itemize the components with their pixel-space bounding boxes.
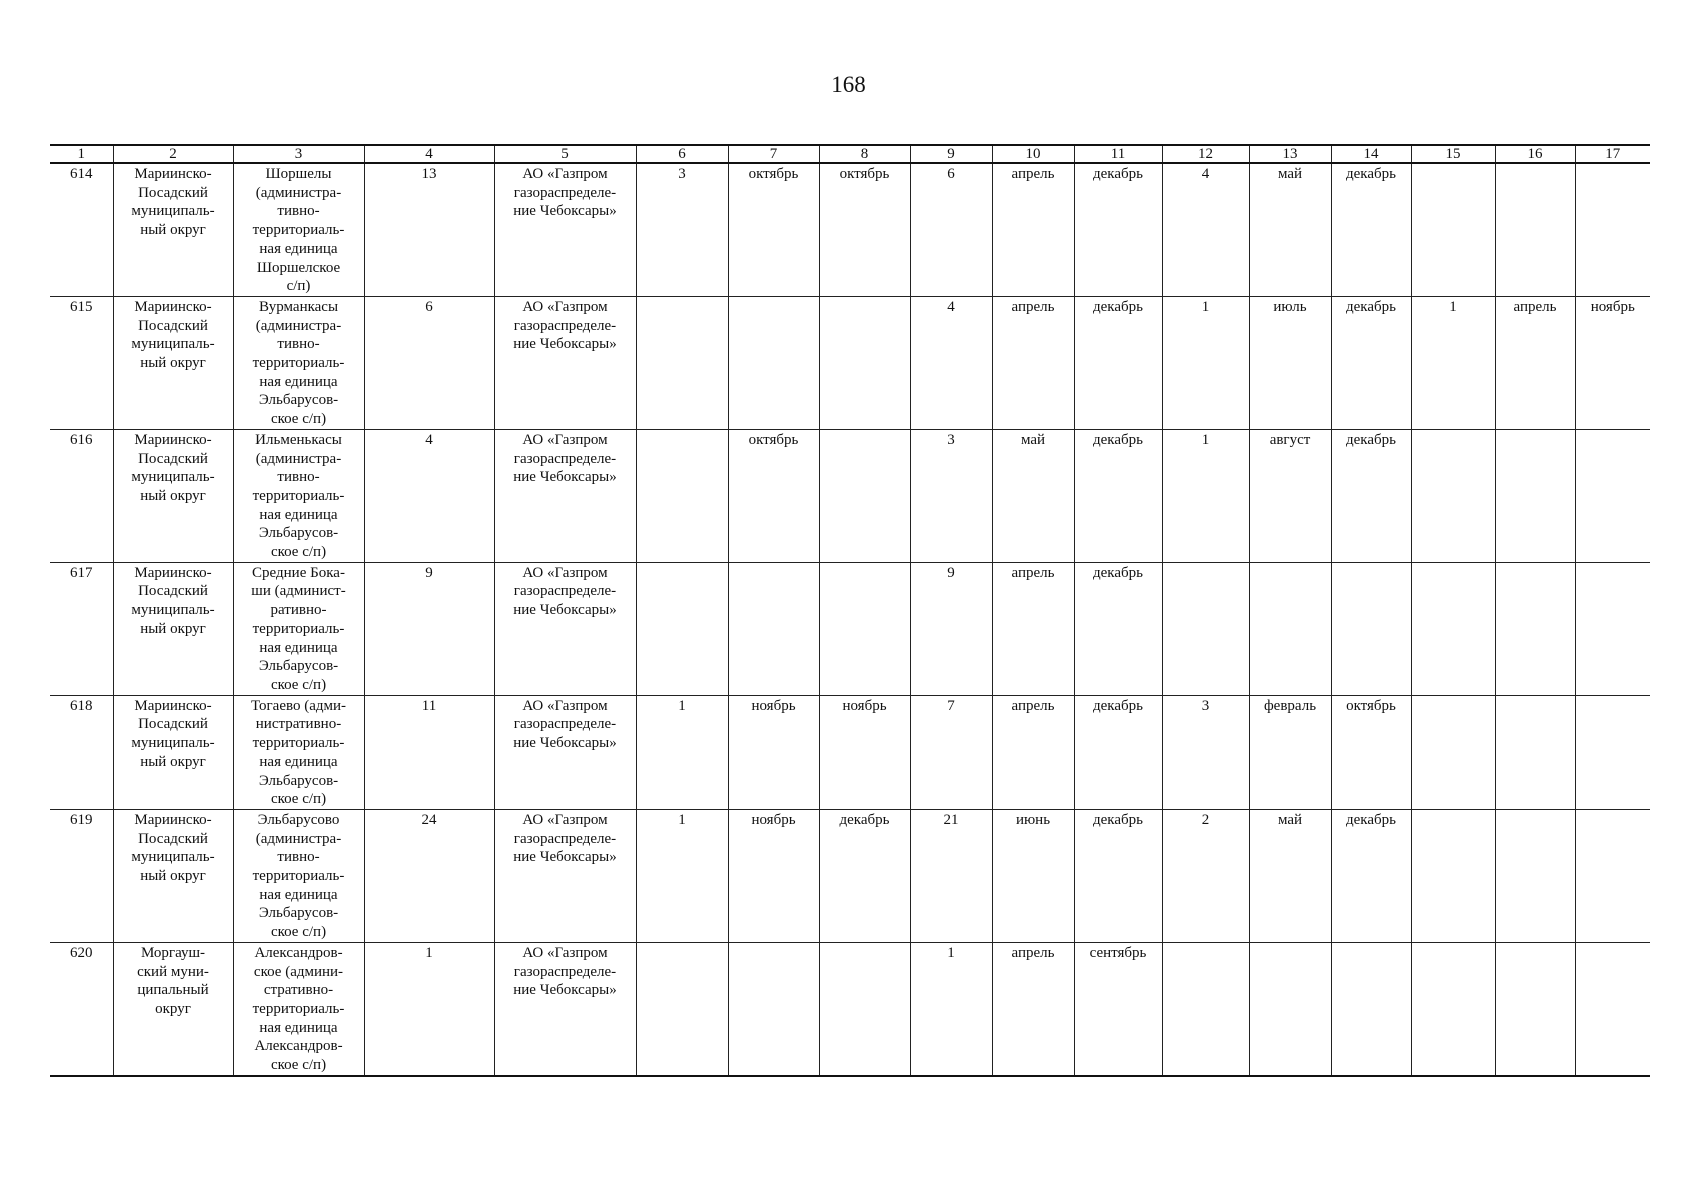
table-cell-col-3: [233, 695, 364, 809]
cell-text: декабрь: [1093, 431, 1143, 448]
table-cell-col-8: [819, 942, 910, 1075]
cell-text: 1: [678, 811, 686, 828]
table-cell-col-4: [364, 296, 494, 429]
table-cell-col-5: [494, 163, 636, 296]
table-cell-col-5: [494, 562, 636, 695]
table-row: [50, 695, 1650, 809]
table-cell-col-10: [992, 695, 1074, 809]
cell-text: Мариинско- Посадский муниципаль- ный округ: [131, 298, 215, 372]
table-cell-col-6: [636, 695, 728, 809]
table-cell-col-7: [728, 809, 819, 942]
table-cell-col-16: [1495, 296, 1575, 429]
table-cell-col-12: [1162, 942, 1249, 1075]
table-cell-col-14: [1331, 695, 1411, 809]
data-table: [50, 144, 1650, 1077]
table-cell-col-3: [233, 296, 364, 429]
table-cell-col-13: [1249, 429, 1331, 562]
page-number: 168: [831, 72, 866, 97]
cell-text: 9: [425, 564, 433, 581]
table-cell-col-14: [1331, 942, 1411, 1075]
table-cell-col-7: [728, 296, 819, 429]
table-cell-col-12: [1162, 809, 1249, 942]
cell-text: июнь: [1015, 811, 1051, 828]
table-cell-col-14: [1331, 429, 1411, 562]
table-cell-col-17: [1575, 942, 1650, 1075]
table-cell-col-13: [1249, 695, 1331, 809]
table-cell-col-4: [364, 695, 494, 809]
table-cell-col-15: [1411, 809, 1495, 942]
table-row: [50, 163, 1650, 296]
cell-text: май: [1277, 811, 1303, 828]
table-row: [50, 296, 1650, 429]
table-cell-col-8: [819, 809, 910, 942]
cell-text: АО «Газпром газораспределе- ние Чебоксары»: [513, 564, 617, 619]
table-cell-col-15: [1411, 296, 1495, 429]
table-cell-col-5: [494, 296, 636, 429]
cell-text: Эльбарусово (администра- тивно- территориаль- ная единица Эльбарусов- ское с/п): [252, 811, 345, 941]
table-cell-col-16: [1495, 163, 1575, 296]
table-cell-col-1: [50, 695, 113, 809]
cell-text: апрель: [1011, 697, 1055, 714]
table-cell-col-6: [636, 296, 728, 429]
table-cell-col-13: [1249, 296, 1331, 429]
table-cell-col-1: [50, 429, 113, 562]
cell-text: 1: [425, 944, 433, 961]
table-cell-col-9: [910, 296, 992, 429]
cell-text: 3: [1201, 697, 1210, 714]
table-cell-col-8: [819, 562, 910, 695]
cell-text: Мариинско- Посадский муниципаль- ный округ: [131, 697, 215, 770]
table-cell-col-13: [1249, 562, 1331, 695]
cell-text: декабрь: [1093, 697, 1143, 714]
table-row: [50, 429, 1650, 562]
cell-text: Шоршелы (администра- тивно- территориаль- ная единица Шоршелское с/п): [252, 166, 345, 295]
cell-text: Мариинско- Посадский муниципаль- ный округ: [131, 564, 215, 637]
cell-text: апрель: [1011, 166, 1055, 182]
cell-text: декабрь: [1093, 811, 1143, 828]
cell-text: 617: [70, 564, 93, 581]
table-cell-col-14: [1331, 562, 1411, 695]
table-cell-col-9: [910, 809, 992, 942]
table-cell-col-17: [1575, 562, 1650, 695]
cell-text: Средние Бока- ши (админист- ративно- территориаль- ная единица Эльбарусов- ское с/п): [251, 564, 346, 693]
table-cell-col-5: [494, 695, 636, 809]
cell-text: декабрь: [1346, 298, 1396, 315]
table-cell-col-17: [1575, 296, 1650, 429]
column-header: 11: [1074, 145, 1162, 163]
table-cell-col-12: [1162, 695, 1249, 809]
cell-text: декабрь: [839, 811, 890, 828]
table-cell-col-9: [910, 695, 992, 809]
table-cell-col-15: [1411, 163, 1495, 296]
table-cell-col-6: [636, 942, 728, 1075]
table-cell-col-4: [364, 163, 494, 296]
cell-text: АО «Газпром газораспределе- ние Чебоксары»: [513, 944, 617, 999]
cell-text: 4: [1201, 166, 1210, 182]
column-header: 1: [50, 145, 113, 163]
cell-text: 1: [1201, 298, 1210, 315]
column-header: 4: [364, 145, 494, 163]
table-cell-col-8: [819, 296, 910, 429]
table-cell-col-2: [113, 562, 233, 695]
column-header: 10: [992, 145, 1074, 163]
table-cell-col-15: [1411, 429, 1495, 562]
column-header: 16: [1495, 145, 1575, 163]
table-cell-col-14: [1331, 163, 1411, 296]
cell-text: май: [1020, 431, 1046, 448]
cell-text: 3: [678, 166, 686, 182]
table-cell-col-17: [1575, 809, 1650, 942]
table-cell-col-10: [992, 809, 1074, 942]
column-header: 15: [1411, 145, 1495, 163]
cell-text: октябрь: [839, 166, 890, 182]
cell-text: апрель: [1011, 564, 1055, 581]
column-header: 6: [636, 145, 728, 163]
cell-text: Ильменькасы (администра- тивно- территориаль- ная единица Эльбарусов- ское с/п): [252, 431, 345, 561]
table-cell-col-10: [992, 296, 1074, 429]
cell-text: 618: [70, 697, 93, 714]
cell-text: АО «Газпром газораспределе- ние Чебоксары»: [513, 811, 617, 866]
table-cell-col-3: [233, 942, 364, 1075]
table-cell-col-2: [113, 809, 233, 942]
cell-text: Александров- ское (админи- стративно- территориаль- ная единица Александров- ское с/п): [252, 944, 345, 1074]
table-cell-col-9: [910, 942, 992, 1075]
cell-text: сентябрь: [1089, 944, 1147, 961]
table-cell-col-11: [1074, 562, 1162, 695]
cell-text: декабрь: [1346, 811, 1396, 828]
cell-text: 4: [947, 298, 955, 315]
column-header: 5: [494, 145, 636, 163]
table-body: [50, 163, 1650, 1076]
cell-text: 11: [421, 697, 437, 714]
table-cell-col-10: [992, 562, 1074, 695]
cell-text: Мариинско- Посадский муниципаль- ный округ: [131, 166, 215, 239]
cell-text: АО «Газпром газораспределе- ние Чебоксары»: [513, 697, 617, 752]
cell-text: 7: [947, 697, 955, 714]
table-cell-col-14: [1331, 809, 1411, 942]
table-cell-col-11: [1074, 942, 1162, 1075]
table-cell-col-9: [910, 429, 992, 562]
table-cell-col-2: [113, 942, 233, 1075]
table-cell-col-12: [1162, 429, 1249, 562]
cell-text: 619: [70, 811, 93, 828]
cell-text: апрель: [1011, 944, 1055, 961]
table-cell-col-3: [233, 429, 364, 562]
cell-text: 1: [678, 697, 686, 714]
table-row: [50, 942, 1650, 1075]
column-header: 14: [1331, 145, 1411, 163]
table-cell-col-6: [636, 429, 728, 562]
cell-text: август: [1269, 431, 1311, 448]
table-cell-col-7: [728, 163, 819, 296]
table-cell-col-7: [728, 562, 819, 695]
table-cell-col-11: [1074, 163, 1162, 296]
table-cell-col-10: [992, 429, 1074, 562]
table-cell-col-4: [364, 429, 494, 562]
cell-text: декабрь: [1093, 166, 1143, 182]
table-cell-col-16: [1495, 429, 1575, 562]
table-cell-col-11: [1074, 695, 1162, 809]
cell-text: ноябрь: [751, 697, 796, 714]
cell-text: Мариинско- Посадский муниципаль- ный округ: [131, 811, 215, 885]
cell-text: декабрь: [1093, 564, 1143, 581]
cell-text: июль: [1273, 298, 1307, 315]
column-header: 3: [233, 145, 364, 163]
table-cell-col-16: [1495, 942, 1575, 1075]
cell-text: декабрь: [1093, 298, 1143, 315]
cell-text: Вурманкасы (администра- тивно- территориаль- ная единица Эльбарусов- ское с/п): [252, 298, 345, 428]
cell-text: Тогаево (адми- нистративно- территориаль- ная единица Эльбарусов- ское с/п): [250, 697, 347, 808]
cell-text: 6: [425, 298, 433, 315]
cell-text: апрель: [1011, 298, 1055, 315]
table-cell-col-1: [50, 942, 113, 1075]
cell-text: 616: [70, 431, 93, 448]
table-cell-col-8: [819, 695, 910, 809]
table-cell-col-15: [1411, 942, 1495, 1075]
table-cell-col-2: [113, 429, 233, 562]
table-cell-col-10: [992, 163, 1074, 296]
cell-text: АО «Газпром газораспределе- ние Чебоксары»: [513, 431, 617, 486]
table-cell-col-1: [50, 296, 113, 429]
column-header: 17: [1575, 145, 1650, 163]
table-cell-col-17: [1575, 695, 1650, 809]
table-cell-col-1: [50, 562, 113, 695]
table-cell-col-1: [50, 163, 113, 296]
cell-text: октябрь: [748, 166, 799, 182]
table-cell-col-14: [1331, 296, 1411, 429]
table-header-row: [50, 145, 1650, 163]
cell-text: 4: [425, 431, 433, 448]
cell-text: АО «Газпром газораспределе- ние Чебоксары»: [513, 166, 617, 220]
cell-text: ноябрь: [751, 811, 796, 828]
table-cell-col-3: [233, 163, 364, 296]
table-cell-col-17: [1575, 163, 1650, 296]
table-cell-col-15: [1411, 695, 1495, 809]
cell-text: 614: [70, 166, 93, 182]
table-cell-col-12: [1162, 296, 1249, 429]
table-cell-col-16: [1495, 695, 1575, 809]
column-header: 9: [910, 145, 992, 163]
table-cell-col-2: [113, 296, 233, 429]
cell-text: Моргауш- ский муни- ципальный округ: [137, 944, 209, 1017]
column-header: 7: [728, 145, 819, 163]
table-cell-col-3: [233, 809, 364, 942]
cell-text: 24: [421, 811, 437, 828]
cell-text: 1: [1201, 431, 1210, 448]
table-row: [50, 562, 1650, 695]
cell-text: октябрь: [748, 431, 799, 448]
cell-text: 1: [947, 944, 955, 961]
table-cell-col-13: [1249, 809, 1331, 942]
table-cell-col-4: [364, 942, 494, 1075]
cell-text: февраль: [1263, 697, 1317, 714]
table-cell-col-15: [1411, 562, 1495, 695]
cell-text: 2: [1201, 811, 1210, 828]
cell-text: Мариинско- Посадский муниципаль- ный округ: [131, 431, 215, 504]
column-header: 13: [1249, 145, 1331, 163]
table-cell-col-4: [364, 562, 494, 695]
cell-text: декабрь: [1346, 166, 1396, 182]
table-cell-col-7: [728, 942, 819, 1075]
cell-text: 6: [947, 166, 955, 182]
table-cell-col-5: [494, 942, 636, 1075]
table-cell-col-13: [1249, 163, 1331, 296]
table-cell-col-8: [819, 163, 910, 296]
table-cell-col-6: [636, 562, 728, 695]
cell-text: 620: [70, 944, 93, 961]
cell-text: 615: [70, 298, 93, 315]
table-cell-col-17: [1575, 429, 1650, 562]
table-cell-col-7: [728, 429, 819, 562]
table-cell-col-6: [636, 163, 728, 296]
cell-text: апрель: [1513, 298, 1557, 315]
table-cell-col-9: [910, 562, 992, 695]
table-cell-col-11: [1074, 809, 1162, 942]
table-cell-col-13: [1249, 942, 1331, 1075]
table-cell-col-3: [233, 562, 364, 695]
table-row: [50, 809, 1650, 942]
table-cell-col-2: [113, 695, 233, 809]
cell-text: АО «Газпром газораспределе- ние Чебоксары»: [513, 298, 617, 353]
table-cell-col-7: [728, 695, 819, 809]
cell-text: октябрь: [1346, 697, 1396, 714]
cell-text: 1: [1449, 298, 1457, 315]
table-cell-col-1: [50, 809, 113, 942]
table-cell-col-8: [819, 429, 910, 562]
table-cell-col-9: [910, 163, 992, 296]
cell-text: декабрь: [1346, 431, 1396, 448]
table-cell-col-11: [1074, 296, 1162, 429]
cell-text: 3: [947, 431, 955, 448]
cell-text: 9: [947, 564, 955, 581]
table-cell-col-5: [494, 429, 636, 562]
cell-text: 21: [943, 811, 959, 828]
table-cell-col-12: [1162, 562, 1249, 695]
table-cell-col-6: [636, 809, 728, 942]
table-cell-col-16: [1495, 562, 1575, 695]
cell-text: ноябрь: [842, 697, 887, 714]
table-cell-col-12: [1162, 163, 1249, 296]
column-header: 8: [819, 145, 910, 163]
cell-text: май: [1277, 166, 1303, 182]
table-cell-col-11: [1074, 429, 1162, 562]
table-cell-col-5: [494, 809, 636, 942]
table-cell-col-2: [113, 163, 233, 296]
column-header: 12: [1162, 145, 1249, 163]
table-cell-col-4: [364, 809, 494, 942]
table-cell-col-10: [992, 942, 1074, 1075]
column-header: 2: [113, 145, 233, 163]
table-cell-col-16: [1495, 809, 1575, 942]
cell-text: ноябрь: [1590, 298, 1635, 315]
cell-text: 13: [421, 166, 437, 182]
